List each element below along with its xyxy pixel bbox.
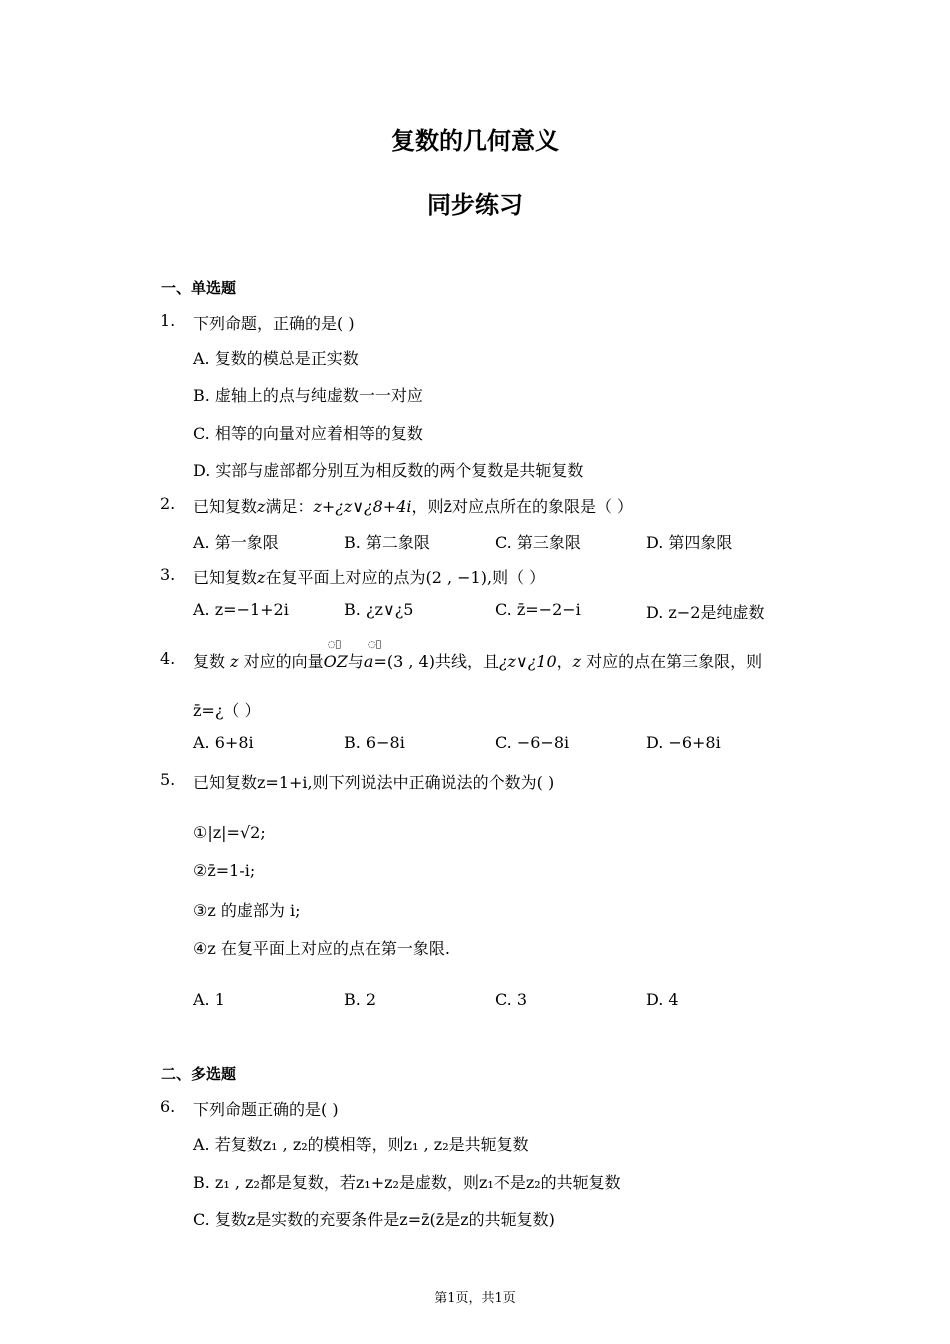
- vector-a: ◌⃗ a: [363, 640, 382, 671]
- option-d: D. 4: [646, 990, 679, 1009]
- question-text: 下列命题正确的是( ): [193, 1100, 339, 1119]
- option-a: A. 若复数z₁ , z₂的模相等，则z₁ , z₂是共轭复数: [193, 1135, 529, 1154]
- question-number: 4.: [160, 649, 176, 668]
- vector-oz: ◌⃗ OZ: [323, 640, 348, 671]
- question-number: 6.: [160, 1097, 176, 1116]
- option-a: A. 第一象限: [193, 533, 279, 552]
- option-b: B. 虚轴上的点与纯虚数一一对应: [193, 386, 423, 405]
- option-d: D. −6+8i: [646, 733, 721, 752]
- question-text: 已知复数z=1+i,则下列说法中正确说法的个数为( ): [193, 773, 555, 792]
- question-number: 2.: [160, 494, 176, 513]
- option-a: A. 6+8i: [193, 733, 254, 752]
- option-d: D. 第四象限: [646, 533, 733, 552]
- option-c: C. 3: [495, 990, 528, 1009]
- page-subtitle: 同步练习: [427, 190, 523, 219]
- question-text-line2: z̄=¿（ ）: [193, 701, 261, 720]
- page-title: 复数的几何意义: [391, 126, 559, 155]
- point-coordinates: (2 , −1): [425, 568, 487, 587]
- question-number: 3.: [160, 565, 176, 584]
- option-b: B. 第二象限: [344, 533, 430, 552]
- option-c: C. −6−8i: [495, 733, 570, 752]
- statement-4: ④z 在复平面上对应的点在第一象限.: [193, 939, 450, 958]
- option-a: A. 复数的模总是正实数: [193, 349, 359, 368]
- option-a: A. z=−1+2i: [193, 600, 289, 619]
- option-c: C. 复数z是实数的充要条件是z=z̄(z̄是z的共轭复数): [193, 1210, 555, 1229]
- option-d: D. 实部与虚部都分别互为相反数的两个复数是共轭复数: [193, 461, 584, 480]
- formula: z+¿z∨¿8+4i: [313, 497, 412, 516]
- option-b: B. 6−8i: [344, 733, 405, 752]
- option-b: B. 2: [344, 990, 377, 1009]
- section-heading-multiple-choice: 二、多选题: [161, 1065, 237, 1083]
- option-c: C. 相等的向量对应着相等的复数: [193, 424, 423, 443]
- option-b: B. z₁ , z₂都是复数，若z₁+z₂是虚数，则z₁不是z₂的共轭复数: [193, 1173, 621, 1192]
- option-c: C. z̄=−2−i: [495, 600, 581, 619]
- question-text: 下列命题，正确的是( ): [193, 314, 355, 333]
- question-number: 5.: [160, 770, 176, 789]
- option-d: D. z−2是纯虚数: [646, 603, 765, 622]
- section-heading-single-choice: 一、单选题: [161, 279, 237, 297]
- question-text: 复数 z 对应的向量 ◌⃗ OZ与 ◌⃗ a=(3 , 4)共线，且¿z∨¿10，z 对应的点在第三象限，则: [193, 640, 763, 671]
- option-c: C. 第三象限: [495, 533, 581, 552]
- question-text: 已知复数z在复平面上对应的点为(2 , −1),则（ ）: [193, 568, 546, 587]
- statement-1: ①|z|=√2;: [193, 823, 266, 842]
- statement-2: ②z̄=1-i;: [193, 861, 256, 880]
- page-footer: 第1页，共1页: [434, 1291, 516, 1306]
- question-text: 已知复数z满足：z+¿z∨¿8+4i，则z̄对应点所在的象限是（ ）: [193, 497, 634, 516]
- question-number: 1.: [160, 311, 176, 330]
- statement-3: ③z 的虚部为 i;: [193, 901, 301, 920]
- option-b: B. ¿z∨¿5: [344, 600, 414, 619]
- option-a: A. 1: [193, 990, 225, 1009]
